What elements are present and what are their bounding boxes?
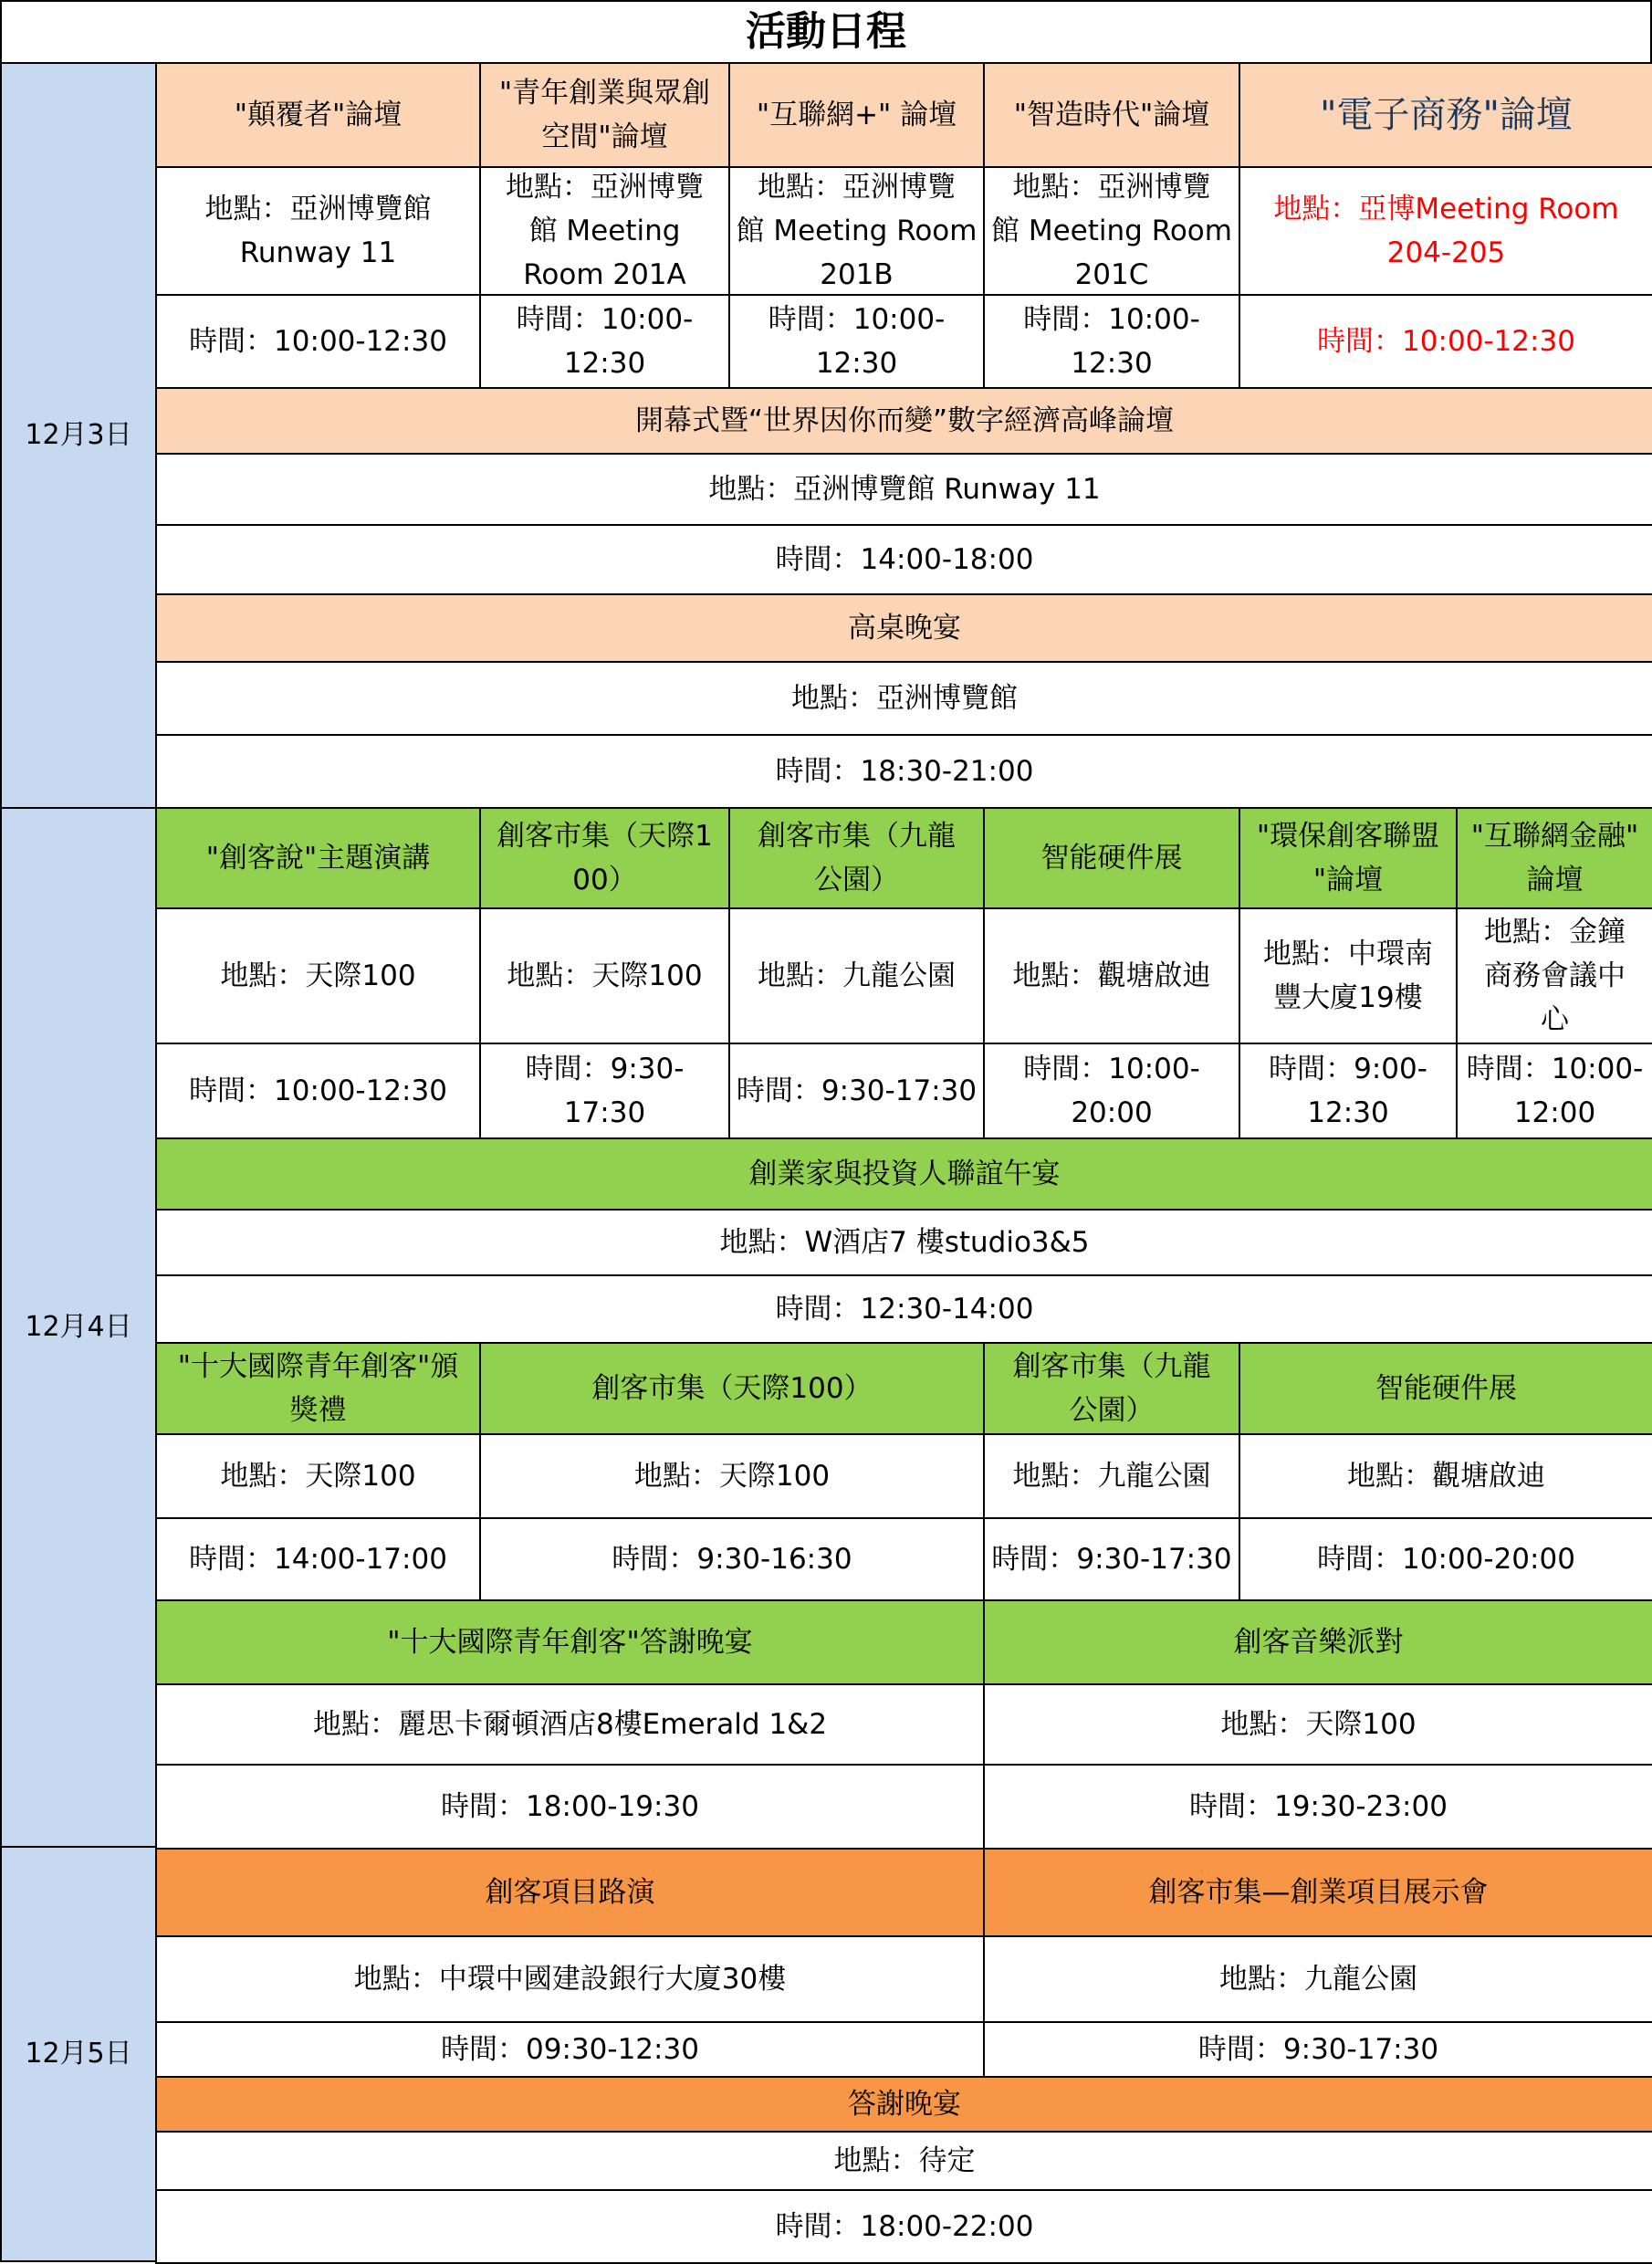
day-4-thanks-dinner-venue: 地點：麗思卡爾頓酒店8樓Emerald 1&2 (155, 1683, 985, 1766)
day-4-pm-market-kowloon-venue: 地點：九龍公園 (983, 1433, 1240, 1519)
day-4-music-party-title: 創客音樂派對 (983, 1599, 1652, 1685)
day-5-roadshow-venue: 地點：中環中國建設銀行大廈30樓 (155, 1935, 985, 2023)
day-4-hardware-expo-time: 時間：10:00- 20:00 (983, 1043, 1240, 1139)
day-4-market-kowloon-time: 時間：9:30-17:30 (728, 1043, 985, 1139)
day-3-forum-disruptor-time: 時間：10:00-12:30 (155, 294, 481, 389)
date-dec-4: 12月4日 (0, 807, 157, 1848)
day-3-forum-internet-plus-venue: 地點：亞洲博覽 館 Meeting Room 201B (728, 166, 985, 296)
day-3-forum-youth-venue: 地點：亞洲博覽 館 Meeting Room 201A (479, 166, 730, 296)
day-3-forum-youth-time: 時間：10:00- 12:30 (479, 294, 730, 389)
day-3-forum-internet-plus-title: "互聯網+" 論壇 (728, 62, 985, 168)
day-5-dinner-title: 答謝晚宴 (155, 2076, 1652, 2133)
day-3-forum-smart-mfg-time: 時間：10:00- 12:30 (983, 294, 1240, 389)
day-5-showcase-venue: 地點：九龍公園 (983, 1935, 1652, 2023)
day-5-dinner-time: 時間：18:00-22:00 (155, 2189, 1652, 2264)
day-4-pm-market-cyberport-venue: 地點：天際100 (479, 1433, 985, 1519)
day-4-pm-market-cyberport-title: 創客市集（天際100） (479, 1342, 985, 1435)
day-4-pm-market-kowloon-title: 創客市集（九龍 公園） (983, 1342, 1240, 1435)
day-3-banquet-venue: 地點：亞洲博覽館 (155, 661, 1652, 736)
day-4-lunch-venue: 地點：W酒店7 樓studio3&5 (155, 1209, 1652, 1276)
day-3-forum-ecommerce-title: "電子商務"論壇 (1239, 62, 1652, 168)
day-3-forum-ecommerce-venue: 地點：亞博Meeting Room 204-205 (1239, 166, 1652, 296)
day-4-award-time: 時間：14:00-17:00 (155, 1517, 481, 1601)
day-5-showcase-time: 時間：9:30-17:30 (983, 2021, 1652, 2078)
day-3-forum-ecommerce-time: 時間：10:00-12:30 (1239, 294, 1652, 389)
day-4-thanks-dinner-title: "十大國際青年創客"答謝晚宴 (155, 1599, 985, 1685)
day-4-hardware-expo-venue: 地點：觀塘啟迪 (983, 907, 1240, 1044)
day-4-market-cyberport-venue: 地點：天際100 (479, 907, 730, 1044)
day-4-award-venue: 地點：天際100 (155, 1433, 481, 1519)
day-4-market-cyberport-time: 時間：9:30- 17:30 (479, 1043, 730, 1139)
day-4-eco-forum-venue: 地點：中環南 豐大廈19樓 (1239, 907, 1458, 1044)
day-4-lunch-time: 時間：12:30-14:00 (155, 1274, 1652, 1344)
day-4-keynote-venue: 地點：天際100 (155, 907, 481, 1044)
day-3-forum-disruptor-venue: 地點：亞洲博覽館 Runway 11 (155, 166, 481, 296)
day-4-pm-market-kowloon-time: 時間：9:30-17:30 (983, 1517, 1240, 1601)
day-4-eco-forum-title: "環保創客聯盟 "論壇 (1239, 807, 1458, 909)
date-dec-3: 12月3日 (0, 62, 157, 809)
day-4-market-kowloon-title: 創客市集（九龍 公園） (728, 807, 985, 909)
schedule-title: 活動日程 (0, 0, 1652, 64)
day-4-pm-hardware-expo-time: 時間：10:00-20:00 (1239, 1517, 1652, 1601)
day-4-hardware-expo-title: 智能硬件展 (983, 807, 1240, 909)
day-3-forum-internet-plus-time: 時間：10:00- 12:30 (728, 294, 985, 389)
day-3-banquet-time: 時間：18:30-21:00 (155, 734, 1652, 809)
day-4-pm-hardware-expo-title: 智能硬件展 (1239, 1342, 1652, 1435)
day-3-forum-smart-mfg-venue: 地點：亞洲博覽 館 Meeting Room 201C (983, 166, 1240, 296)
day-4-keynote-title: "創客說"主題演講 (155, 807, 481, 909)
day-3-banquet-title: 高桌晚宴 (155, 593, 1652, 663)
day-4-pm-market-cyberport-time: 時間：9:30-16:30 (479, 1517, 985, 1601)
day-4-fintech-forum-time: 時間：10:00- 12:00 (1456, 1043, 1652, 1139)
day-3-forum-disruptor-title: "顛覆者"論壇 (155, 62, 481, 168)
day-3-forum-smart-mfg-title: "智造時代"論壇 (983, 62, 1240, 168)
day-4-music-party-venue: 地點：天際100 (983, 1683, 1652, 1766)
day-3-opening-title: 開幕式暨“世界因你而變”數字經濟高峰論壇 (155, 387, 1652, 455)
day-3-opening-time: 時間：14:00-18:00 (155, 524, 1652, 595)
day-5-dinner-venue: 地點：待定 (155, 2131, 1652, 2191)
day-4-keynote-time: 時間：10:00-12:30 (155, 1043, 481, 1139)
day-4-market-cyberport-title: 創客市集（天際1 00） (479, 807, 730, 909)
day-5-showcase-title: 創客市集—創業項目展示會 (983, 1848, 1652, 1937)
day-4-pm-hardware-expo-venue: 地點：觀塘啟迪 (1239, 1433, 1652, 1519)
date-dec-5: 12月5日 (0, 1846, 157, 2262)
day-5-roadshow-time: 時間：09:30-12:30 (155, 2021, 985, 2078)
day-4-music-party-time: 時間：19:30-23:00 (983, 1764, 1652, 1850)
day-4-fintech-forum-title: "互聯網金融" 論壇 (1456, 807, 1652, 909)
day-4-fintech-forum-venue: 地點：金鐘 商務會議中 心 (1456, 907, 1652, 1044)
day-4-eco-forum-time: 時間：9:00- 12:30 (1239, 1043, 1458, 1139)
day-4-lunch-title: 創業家與投資人聯誼午宴 (155, 1137, 1652, 1211)
day-4-award-title: "十大國際青年創客"頒 獎禮 (155, 1342, 481, 1435)
day-4-market-kowloon-venue: 地點：九龍公園 (728, 907, 985, 1044)
day-3-opening-venue: 地點：亞洲博覽館 Runway 11 (155, 453, 1652, 526)
day-4-thanks-dinner-time: 時間：18:00-19:30 (155, 1764, 985, 1850)
day-3-forum-youth-title: "青年創業與眾創 空間"論壇 (479, 62, 730, 168)
day-5-roadshow-title: 創客項目路演 (155, 1848, 985, 1937)
